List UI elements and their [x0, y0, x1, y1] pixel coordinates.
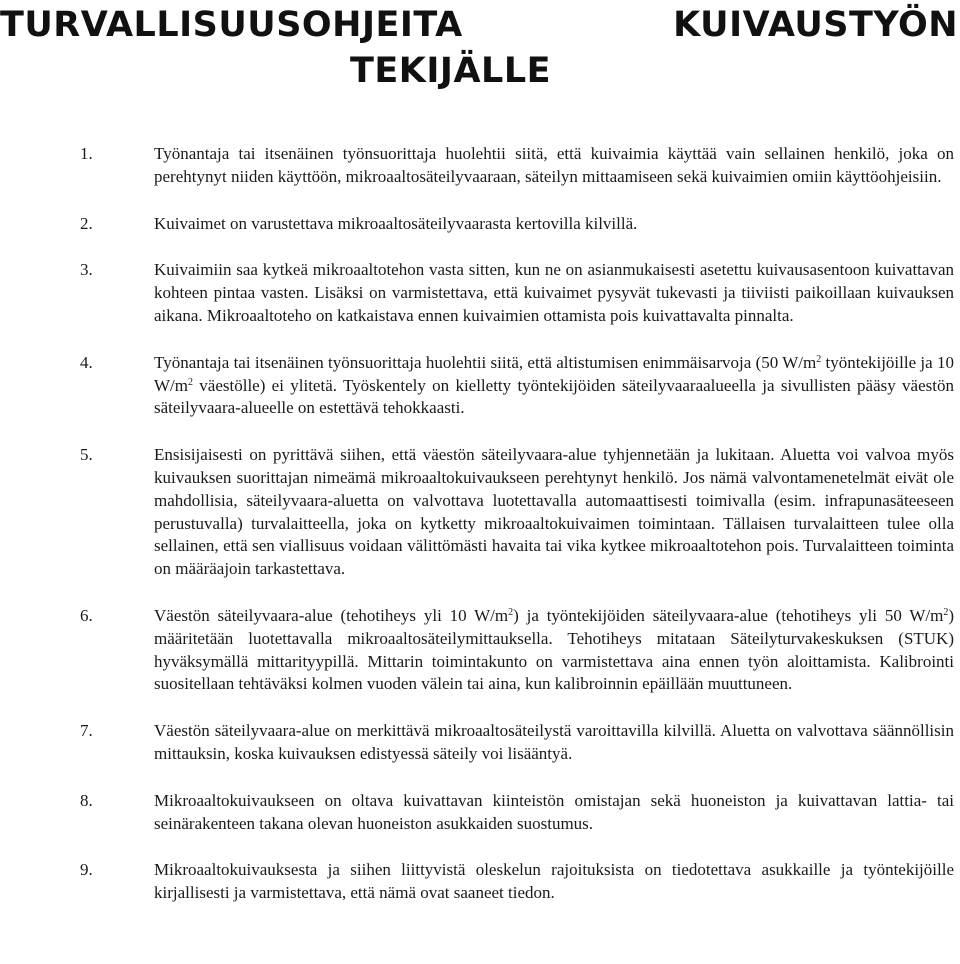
item-number: 2. [80, 213, 93, 233]
item-text: Väestön säteilyvaara-alue on merkittävä mikroaaltosäteilystä varoittavilla kilvillä. Aluetta on valvottava säännöllisin mittauksin, koska kuivauksen edistyessä säteily voi lisääntyä. [154, 721, 954, 763]
instruction-item-7 [0, 720, 960, 766]
item-text: Kuivaimiin saa kytkeä mikroaaltotehon vasta sitten, kun ne on asianmukaisesti asetettu kuivausasentoon kuivattavan kohteen pintaa vasten. Lisäksi on varmistettava, että kuivaimet pysyvät tukevasti ja tiiviisti paikoillaan kuivauksen aikana. Mikroaaltoteho on katkaistava ennen kuivaimien ottamista pois kuivattavalta pinnalta. [154, 260, 954, 325]
item-number: 7. [80, 721, 93, 741]
item-text: Työnantaja tai itsenäinen työnsuorittaja huolehtii siitä, että kuivaimia käyttää vain sellainen henkilö, joka on perehtynyt niiden käyttöön, mikroaaltosäteilyvaaraan, säteilyn mittaamiseen sekä kuivaimien omiin käyttöohjeisiin. [154, 144, 954, 186]
page-title [0, 2, 960, 94]
instruction-list [0, 143, 960, 929]
item-text: Työnantaja tai itsenäinen työnsuorittaja huolehtii siitä, että altistumisen enimmäisarvoja (50 $W/m^2$ työntekijöille ja 10 $W/m^2$ väestölle) ei ylitetä. Työskentely on kielletty työntekijöiden säteilyvaaraalueella ja sivullisten pääsy väestön säteilyvaara-alueelle on estettävä tehokkaasti. [154, 352, 954, 418]
instruction-item-5 [0, 444, 960, 581]
instruction-item-4 [0, 352, 960, 420]
instruction-item-6 [0, 605, 960, 696]
title-word-2: KUIVAUSTYÖN [673, 5, 958, 45]
item-number: 9. [80, 860, 93, 880]
instruction-item-1 [0, 143, 960, 189]
item-number: 4. [80, 352, 93, 372]
item-number: 1. [80, 144, 93, 163]
item-number: 3. [80, 260, 93, 280]
item-text: Mikroaaltokuivauksesta ja siihen liittyvistä oleskelun rajoituksista on tiedotettava asukkaille ja työntekijöille kirjallisesti ja varmistettava, että nämä ovat saaneet tiedon. [154, 860, 954, 903]
title-line-2: TEKIJÄLLE [350, 51, 552, 91]
instruction-item-9 [0, 859, 960, 905]
instruction-item-3 [0, 259, 960, 327]
item-number: 8. [80, 790, 93, 810]
instruction-item-2 [0, 213, 960, 236]
item-number: 6. [80, 605, 93, 625]
item-text: Mikroaaltokuivaukseen on oltava kuivattavan kiinteistön omistajan sekä huoneiston ja kuivattavan lattia- tai seinärakenteen takana olevan huoneiston asukkaiden suostumus. [154, 790, 954, 833]
instruction-item-8 [0, 790, 960, 836]
item-text: Väestön säteilyvaara-alue (tehotiheys yli 10 $W/m^2$) ja työntekijöiden säteilyvaara-alue (tehotiheys yli 50 $W/m^2$) määritetään luotettavalla mikroaaltosäteilymittauksella. Tehotiheys mitataan Säteilyturvakeskuksen (STUK) hyväksymällä mittarityypillä. Mittarin toimintakunto on varmistettava aina ennen työn aloittamista. Kalibrointi suositellaan tehtäväksi kolmen vuoden välein tai aina, kun kalibroinnin epäillään muuttuneen. [154, 605, 954, 694]
item-text: Ensisijaisesti on pyrittävä siihen, että väestön säteilyvaara-alue tyhjennetään ja lukitaan. Aluetta voi valvoa myös kuivauksen suorittajan nimeämä mikroaaltokuivaukseen perehtynyt henkilö. Jos nämä valvontamenetelmät eivät ole mahdollisia, säteilyvaara-aluetta on valvottava luotettavalla automaattisesti toimivalla (esim. infrapunasäteeseen perustuvalla) turvalaitteella, joka on kytketty mikroaaltokuivaimen toimintaan. Tällaisen turvalaitteen tulee olla sellainen, että sen viallisuus voidaan välittömästi havaita tai vika kytkee mikroaaltotehon pois. Turvalaitteen toiminta on määräajoin tarkastettava. [154, 445, 954, 579]
item-text: Kuivaimet on varustettava mikroaaltosäteilyvaarasta kertovilla kilvillä. [154, 213, 638, 233]
item-number: 5. [80, 445, 93, 465]
title-word-1: TURVALLISUUSOHJEITA [0, 5, 463, 45]
title-line-1 [0, 2, 960, 48]
